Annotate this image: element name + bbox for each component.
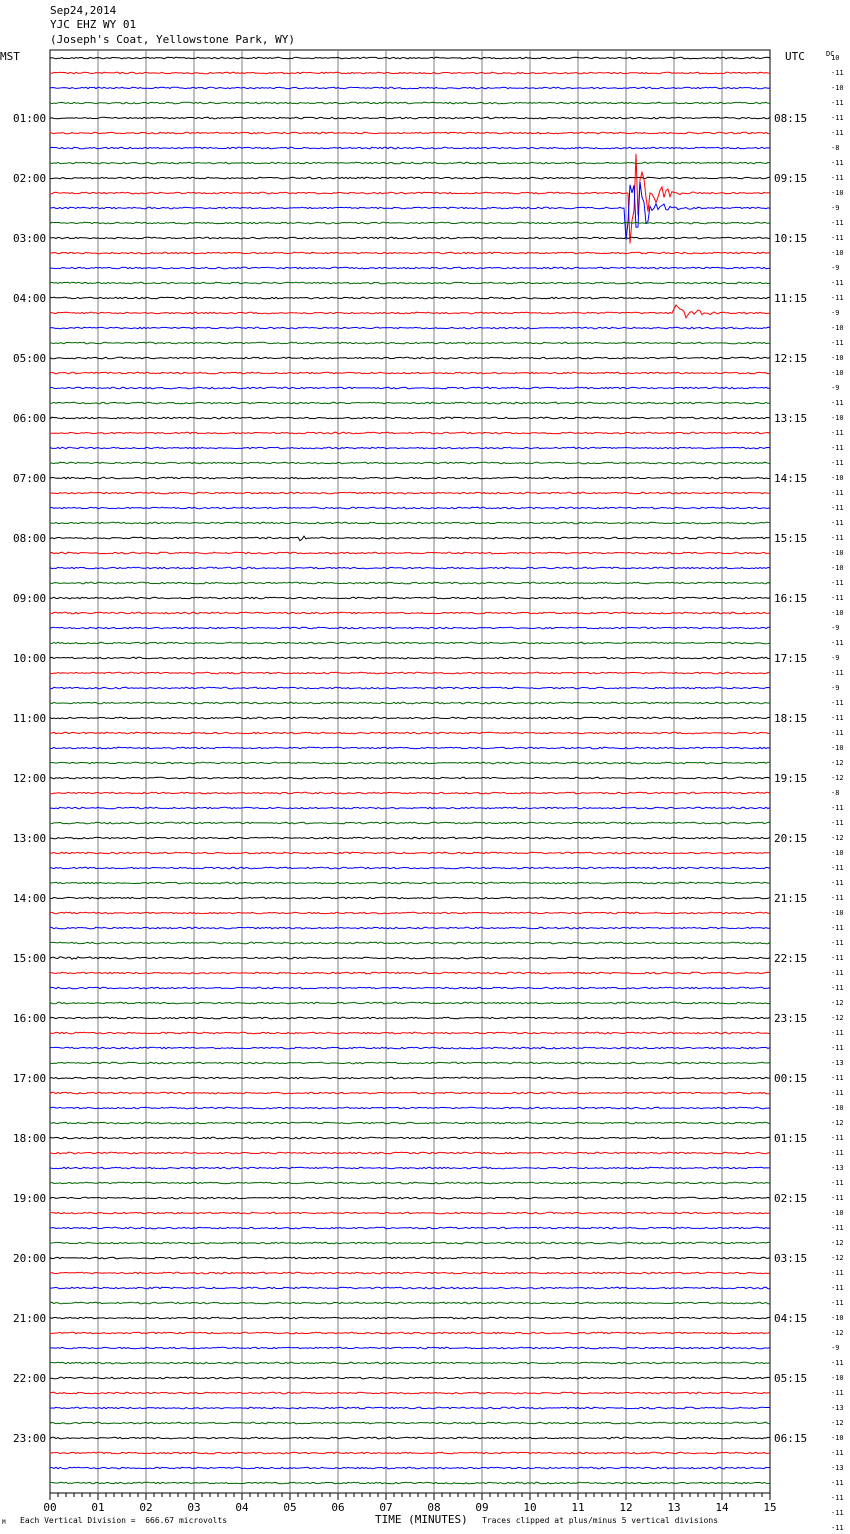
left-hour-label: 03:00 <box>13 232 47 245</box>
left-hour-label: 14:00 <box>13 892 47 905</box>
dc-offset-value: -12 <box>831 999 844 1007</box>
dc-offset-value: -11 <box>831 1149 844 1157</box>
x-tick-label: 08 <box>427 1501 441 1514</box>
trace-33 <box>50 552 770 554</box>
left-hour-label: 06:00 <box>13 412 47 425</box>
trace-25 <box>50 432 770 434</box>
trace-50 <box>50 807 770 809</box>
trace-68 <box>50 1077 770 1079</box>
dc-offset-value: -10 <box>831 744 844 752</box>
clip-note: Traces clipped at plus/minus 5 vertical divisions <box>482 1516 719 1525</box>
trace-94 <box>50 1467 770 1469</box>
trace-71 <box>50 1122 770 1124</box>
trace-55 <box>50 882 770 884</box>
right-hour-label: 16:15 <box>774 592 808 605</box>
trace-63 <box>50 1002 770 1004</box>
dc-offset-value: -11 <box>831 294 844 302</box>
x-tick-label: 05 <box>283 1501 297 1514</box>
dc-offset-value: -11 <box>831 114 844 122</box>
dc-offset-value: -10 <box>831 354 844 362</box>
left-hour-label: 16:00 <box>13 1012 47 1025</box>
dc-offset-value: -10 <box>831 324 844 332</box>
trace-86 <box>50 1347 770 1349</box>
trace-6 <box>50 147 770 149</box>
dc-offset-value: -11 <box>831 699 844 707</box>
dc-offset-value: -11 <box>831 219 844 227</box>
trace-91 <box>50 1422 770 1424</box>
x-tick-label: 07 <box>379 1501 393 1514</box>
trace-39 <box>50 642 770 644</box>
right-hour-label: 19:15 <box>774 772 808 785</box>
right-hour-label: 05:15 <box>774 1372 808 1385</box>
dc-offset-value: -13 <box>831 1464 844 1472</box>
left-hour-label: 08:00 <box>13 532 47 545</box>
trace-84 <box>50 1317 770 1319</box>
trace-82 <box>50 1287 770 1289</box>
trace-67 <box>50 1062 770 1064</box>
dc-offset-value: -10 <box>831 84 844 92</box>
dc-offset-value: -10 <box>831 369 844 377</box>
trace-77 <box>50 1212 770 1214</box>
trace-53 <box>50 852 770 854</box>
dc-offset-value: -11 <box>831 534 844 542</box>
dc-offset-value: -12 <box>831 834 844 842</box>
trace-9 <box>50 154 770 244</box>
right-hour-label: 10:15 <box>774 232 808 245</box>
scale-note: Each Vertical Division = 666.67 microvolts <box>20 1516 228 1525</box>
dc-offset-value: -11 <box>831 594 844 602</box>
trace-89 <box>50 1392 770 1394</box>
dc-offset-value: -13 <box>831 1164 844 1172</box>
dc-offset-value: -10 <box>831 1209 844 1217</box>
trace-34 <box>50 567 770 569</box>
dc-offset-value: -9 <box>831 684 840 692</box>
dc-offset-value: -10 <box>831 1314 844 1322</box>
left-hour-label: 07:00 <box>13 472 47 485</box>
trace-64 <box>50 1017 770 1019</box>
trace-20 <box>50 357 770 359</box>
dc-offset-value: -11 <box>831 954 844 962</box>
trace-65 <box>50 1032 770 1034</box>
trace-3 <box>50 102 770 104</box>
dc-offset-value: -10 <box>831 909 844 917</box>
trace-0 <box>50 57 770 59</box>
x-tick-label: 11 <box>571 1501 585 1514</box>
trace-93 <box>50 1452 770 1454</box>
trace-61 <box>50 972 770 974</box>
right-hour-label: 21:15 <box>774 892 808 905</box>
dc-offset-value: -11 <box>831 1509 844 1517</box>
trace-62 <box>50 987 770 989</box>
trace-46 <box>50 747 770 749</box>
right-hour-label: 20:15 <box>774 832 808 845</box>
left-hour-label: 20:00 <box>13 1252 47 1265</box>
dc-offset-value: -10 <box>831 564 844 572</box>
trace-48 <box>50 777 770 779</box>
x-tick-label: 04 <box>235 1501 249 1514</box>
dc-offset-value: -11 <box>831 1299 844 1307</box>
trace-40 <box>50 657 770 659</box>
trace-24 <box>50 417 770 419</box>
x-tick-label: 15 <box>763 1501 777 1514</box>
right-hour-label: 03:15 <box>774 1252 808 1265</box>
left-hour-label: 10:00 <box>13 652 47 665</box>
dc-offset-value: -8 <box>831 144 840 152</box>
left-hour-label: 12:00 <box>13 772 47 785</box>
trace-12 <box>50 237 770 239</box>
dc-offset-value: -11 <box>831 1389 844 1397</box>
trace-54 <box>50 867 770 869</box>
dc-offset-value: -11 <box>831 1284 844 1292</box>
dc-offset-value: -11 <box>831 879 844 887</box>
dc-offset-value: -12 <box>831 1119 844 1127</box>
dc-offset-value: -11 <box>831 174 844 182</box>
trace-1 <box>50 72 770 74</box>
trace-35 <box>50 582 770 584</box>
dc-offset-value: -11 <box>831 99 844 107</box>
left-hour-label: 22:00 <box>13 1372 47 1385</box>
dc-offset-value: -8 <box>831 789 840 797</box>
right-hour-label: 08:15 <box>774 112 808 125</box>
dc-offset-value: -11 <box>831 69 844 77</box>
dc-offset-value: -11 <box>831 489 844 497</box>
dc-offset-value: -9 <box>831 624 840 632</box>
trace-69 <box>50 1092 770 1094</box>
x-tick-label: 14 <box>715 1501 729 1514</box>
trace-42 <box>50 687 770 689</box>
trace-15 <box>50 282 770 284</box>
trace-26 <box>50 447 770 449</box>
dc-offset-value: -10 <box>831 549 844 557</box>
left-hour-label: 23:00 <box>13 1432 47 1445</box>
dc-offset-value: -12 <box>831 774 844 782</box>
dc-offset-value: -11 <box>831 969 844 977</box>
trace-81 <box>50 1272 770 1274</box>
trace-52 <box>50 837 770 839</box>
dc-offset-value: -11 <box>831 339 844 347</box>
trace-74 <box>50 1167 770 1169</box>
trace-49 <box>50 792 770 794</box>
right-hour-label: 11:15 <box>774 292 808 305</box>
dc-offset-value: -12 <box>831 1419 844 1427</box>
dc-offset-value: -11 <box>831 399 844 407</box>
dc-offset-value: -11 <box>831 669 844 677</box>
trace-58 <box>50 927 770 929</box>
dc-offset-value: -11 <box>831 864 844 872</box>
left-hour-label: 11:00 <box>13 712 47 725</box>
trace-29 <box>50 492 770 494</box>
dc-offset-value: -11 <box>831 234 844 242</box>
right-hour-label: 00:15 <box>774 1072 808 1085</box>
dc-offset-value: -12 <box>831 1014 844 1022</box>
trace-66 <box>50 1047 770 1049</box>
trace-76 <box>50 1197 770 1199</box>
dc-offset-value: 10 <box>831 54 840 62</box>
dc-offset-value: -10 <box>831 1374 844 1382</box>
left-hour-label: 19:00 <box>13 1192 47 1205</box>
trace-18 <box>50 327 770 329</box>
right-hour-label: 04:15 <box>774 1312 808 1325</box>
trace-80 <box>50 1257 770 1259</box>
trace-75 <box>50 1182 770 1184</box>
chart-title-station: YJC EHZ WY 01 <box>50 18 137 31</box>
trace-2 <box>50 87 770 89</box>
trace-92 <box>50 1437 770 1439</box>
right-hour-label: 09:15 <box>774 172 808 185</box>
left-hour-label: 17:00 <box>13 1072 47 1085</box>
right-hour-label: 18:15 <box>774 712 808 725</box>
dc-offset-value: -10 <box>831 474 844 482</box>
left-hour-label: 02:00 <box>13 172 47 185</box>
left-hour-label: 01:00 <box>13 112 47 125</box>
trace-51 <box>50 822 770 824</box>
trace-32 <box>50 536 770 541</box>
trace-16 <box>50 297 770 299</box>
trace-30 <box>50 507 770 509</box>
trace-38 <box>50 627 770 629</box>
chart-title-location: (Joseph's Coat, Yellowstone Park, WY) <box>50 33 296 46</box>
x-tick-label: 00 <box>43 1501 57 1514</box>
dc-offset-value: -11 <box>831 729 844 737</box>
trace-70 <box>50 1107 770 1109</box>
trace-36 <box>50 597 770 599</box>
right-hour-label: 13:15 <box>774 412 808 425</box>
dc-offset-value: -11 <box>831 429 844 437</box>
dc-offset-value: -10 <box>831 1104 844 1112</box>
dc-offset-value: -11 <box>831 279 844 287</box>
trace-23 <box>50 402 770 404</box>
dc-offset-value: -12 <box>831 1239 844 1247</box>
left-hour-label: 09:00 <box>13 592 47 605</box>
right-hour-label: 22:15 <box>774 952 808 965</box>
x-tick-label: 10 <box>523 1501 537 1514</box>
dc-offset-value: -9 <box>831 264 840 272</box>
trace-72 <box>50 1137 770 1139</box>
x-tick-label: 12 <box>619 1501 633 1514</box>
x-axis-label: TIME (MINUTES) <box>375 1513 468 1526</box>
trace-47 <box>50 762 770 764</box>
trace-5 <box>50 132 770 134</box>
dc-offset-value: -11 <box>831 129 844 137</box>
trace-79 <box>50 1242 770 1244</box>
corner-mark: M <box>2 1519 6 1526</box>
trace-27 <box>50 462 770 464</box>
trace-78 <box>50 1227 770 1229</box>
trace-17 <box>50 305 770 318</box>
dc-offset-value: -11 <box>831 1074 844 1082</box>
x-tick-label: 09 <box>475 1501 489 1514</box>
dc-offset-value: -11 <box>831 1494 844 1502</box>
left-timezone-label: MST <box>0 50 20 63</box>
x-tick-label: 03 <box>187 1501 201 1514</box>
dc-offset-value: -11 <box>831 459 844 467</box>
trace-10 <box>50 182 770 240</box>
trace-31 <box>50 522 770 524</box>
x-tick-label: 01 <box>91 1501 105 1514</box>
trace-95 <box>50 1482 770 1484</box>
dc-offset-value: -13 <box>831 1059 844 1067</box>
trace-60 <box>50 957 770 959</box>
dc-offset-value: -11 <box>831 1194 844 1202</box>
trace-73 <box>50 1152 770 1154</box>
trace-87 <box>50 1362 770 1364</box>
left-hour-label: 21:00 <box>13 1312 47 1325</box>
left-hour-label: 13:00 <box>13 832 47 845</box>
dc-offset-value: -11 <box>831 714 844 722</box>
dc-offset-value: -12 <box>831 1254 844 1262</box>
dc-offset-value: -11 <box>831 1089 844 1097</box>
trace-8 <box>50 177 770 179</box>
trace-43 <box>50 702 770 704</box>
dc-offset-value: -11 <box>831 1044 844 1052</box>
dc-offset-value: -11 <box>831 924 844 932</box>
right-hour-label: 17:15 <box>774 652 808 665</box>
dc-offset-value: -11 <box>831 1479 844 1487</box>
dc-offset-header: DC <box>826 50 835 58</box>
dc-offset-value: -9 <box>831 1344 840 1352</box>
trace-56 <box>50 897 770 899</box>
dc-offset-value: -10 <box>831 1434 844 1442</box>
dc-offset-value: -11 <box>831 939 844 947</box>
right-hour-label: 02:15 <box>774 1192 808 1205</box>
left-hour-label: 04:00 <box>13 292 47 305</box>
left-hour-label: 15:00 <box>13 952 47 965</box>
left-hour-label: 18:00 <box>13 1132 47 1145</box>
dc-offset-value: -10 <box>831 249 844 257</box>
dc-offset-value: -12 <box>831 1329 844 1337</box>
dc-offset-value: -11 <box>831 819 844 827</box>
trace-57 <box>50 912 770 914</box>
right-hour-label: 15:15 <box>774 532 808 545</box>
trace-21 <box>50 372 770 374</box>
left-hour-label: 05:00 <box>13 352 47 365</box>
dc-offset-value: -10 <box>831 609 844 617</box>
right-hour-label: 01:15 <box>774 1132 808 1145</box>
trace-14 <box>50 267 770 269</box>
dc-offset-value: -11 <box>831 984 844 992</box>
dc-offset-value: -11 <box>831 1224 844 1232</box>
plot-frame <box>50 50 770 1493</box>
dc-offset-value: -11 <box>831 1449 844 1457</box>
trace-45 <box>50 732 770 734</box>
dc-offset-value: -10 <box>831 189 844 197</box>
dc-offset-value: -12 <box>831 759 844 767</box>
dc-offset-value: -9 <box>831 654 840 662</box>
dc-offset-value: -11 <box>831 159 844 167</box>
trace-37 <box>50 612 770 614</box>
trace-13 <box>50 252 770 254</box>
dc-offset-value: -10 <box>831 414 844 422</box>
trace-88 <box>50 1377 770 1379</box>
trace-83 <box>50 1302 770 1304</box>
trace-28 <box>50 477 770 479</box>
trace-85 <box>50 1332 770 1334</box>
dc-offset-value: -9 <box>831 204 840 212</box>
dc-offset-value: -11 <box>831 1524 844 1532</box>
trace-11 <box>50 222 770 224</box>
dc-offset-value: -11 <box>831 519 844 527</box>
right-hour-label: 06:15 <box>774 1432 808 1445</box>
dc-offset-value: -9 <box>831 384 840 392</box>
x-tick-label: 02 <box>139 1501 153 1514</box>
dc-offset-value: -13 <box>831 1404 844 1412</box>
dc-offset-value: -11 <box>831 894 844 902</box>
right-hour-label: 14:15 <box>774 472 808 485</box>
right-hour-label: 12:15 <box>774 352 808 365</box>
trace-4 <box>50 117 770 119</box>
dc-offset-value: -11 <box>831 1179 844 1187</box>
dc-offset-value: -11 <box>831 504 844 512</box>
trace-22 <box>50 387 770 389</box>
dc-offset-value: -11 <box>831 444 844 452</box>
dc-offset-value: -9 <box>831 309 840 317</box>
x-tick-label: 13 <box>667 1501 681 1514</box>
trace-90 <box>50 1407 770 1409</box>
dc-offset-value: -10 <box>831 849 844 857</box>
right-timezone-label: UTC <box>785 50 805 63</box>
x-tick-label: 06 <box>331 1501 345 1514</box>
dc-offset-value: -11 <box>831 1029 844 1037</box>
trace-19 <box>50 342 770 344</box>
dc-offset-value: -11 <box>831 639 844 647</box>
dc-offset-value: -11 <box>831 1134 844 1142</box>
trace-59 <box>50 942 770 944</box>
dc-offset-value: -11 <box>831 579 844 587</box>
dc-offset-value: -11 <box>831 804 844 812</box>
chart-title-date: Sep24,2014 <box>50 4 117 17</box>
trace-44 <box>50 717 770 719</box>
right-hour-label: 23:15 <box>774 1012 808 1025</box>
trace-7 <box>50 162 770 164</box>
dc-offset-value: -11 <box>831 1359 844 1367</box>
dc-offset-value: -11 <box>831 1269 844 1277</box>
trace-41 <box>50 672 770 674</box>
